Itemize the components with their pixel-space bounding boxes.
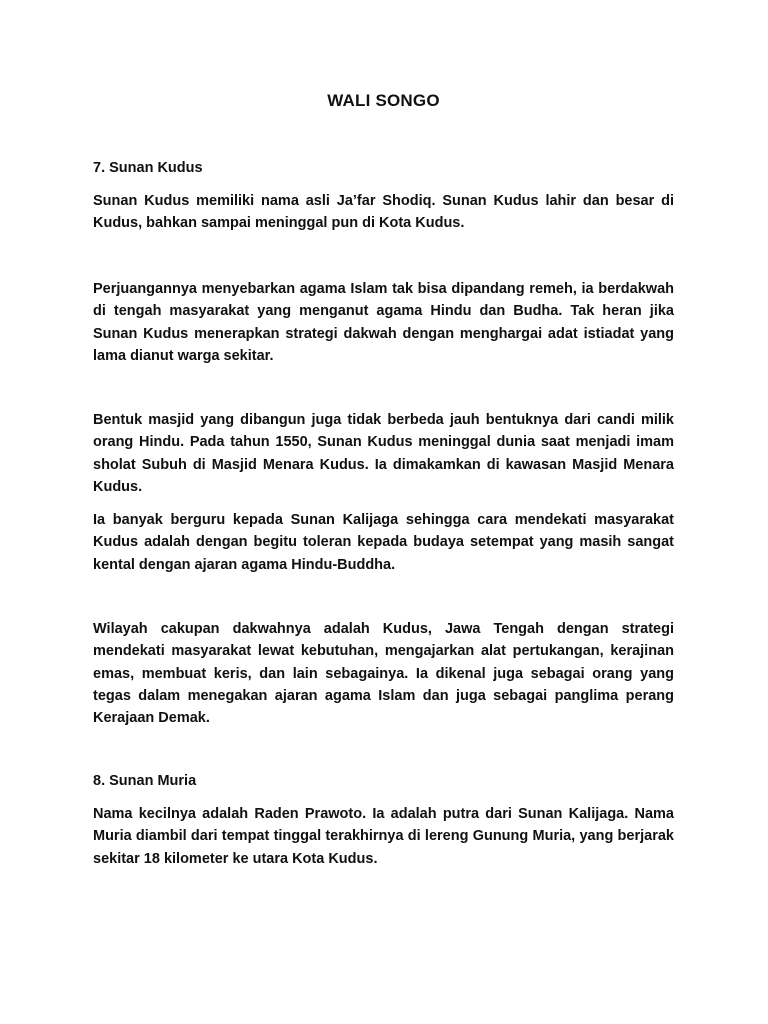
paragraph-kudus-4: Ia banyak berguru kepada Sunan Kalijaga sehingga cara mendekati masyarakat Kudus adalah dengan begitu toleran kepada budaya setempat yang masih sangat kental dengan ajaran agama Hindu-Buddha. — [93, 512, 674, 573]
paragraph-kudus-5: Wilayah cakupan dakwahnya adalah Kudus, Jawa Tengah dengan strategi mendekati masyarakat lewat kebutuhan, mengajarkan alat pertukangan, kerajinan emas, membuat keris, dan lain sebagainya. Ia dikenal juga sebagai orang yang tegas dalam menegakan ajaran agama Islam dan juga sebagai panglima perang Kerajaan Demak. — [93, 621, 674, 727]
section-heading-sunan-muria: 8. Sunan Muria — [93, 773, 197, 789]
paragraph-kudus-3: Bentuk masjid yang dibangun juga tidak berbeda jauh bentuknya dari candi milik orang Hindu. Pada tahun 1550, Sunan Kudus meninggal dunia saat menjadi imam sholat Subuh di Masjid Menara Kudus. Ia dimakamkan di kawasan Masjid Menara Kudus. — [93, 412, 674, 495]
document-title: WALI SONGO — [327, 91, 440, 110]
paragraph-muria-1: Nama kecilnya adalah Raden Prawoto. Ia adalah putra dari Sunan Kalijaga. Nama Muria diambil dari tempat tinggal terakhirnya di lereng Gunung Muria, yang berjarak sekitar 18 kilometer ke utara Kota Kudus. — [93, 806, 674, 867]
section-heading-sunan-kudus: 7. Sunan Kudus — [93, 160, 203, 176]
paragraph-kudus-2: Perjuangannya menyebarkan agama Islam tak bisa dipandang remeh, ia berdakwah di tengah masyarakat yang menganut agama Hindu dan Budha. Tak heran jika Sunan Kudus menerapkan strategi dakwah dengan menghargai adat istiadat yang lama dianut warga sekitar. — [93, 281, 674, 364]
paragraph-kudus-1: Sunan Kudus memiliki nama asli Ja’far Shodiq. Sunan Kudus lahir dan besar di Kudus, bahkan sampai meninggal pun di Kota Kudus. — [93, 193, 674, 232]
